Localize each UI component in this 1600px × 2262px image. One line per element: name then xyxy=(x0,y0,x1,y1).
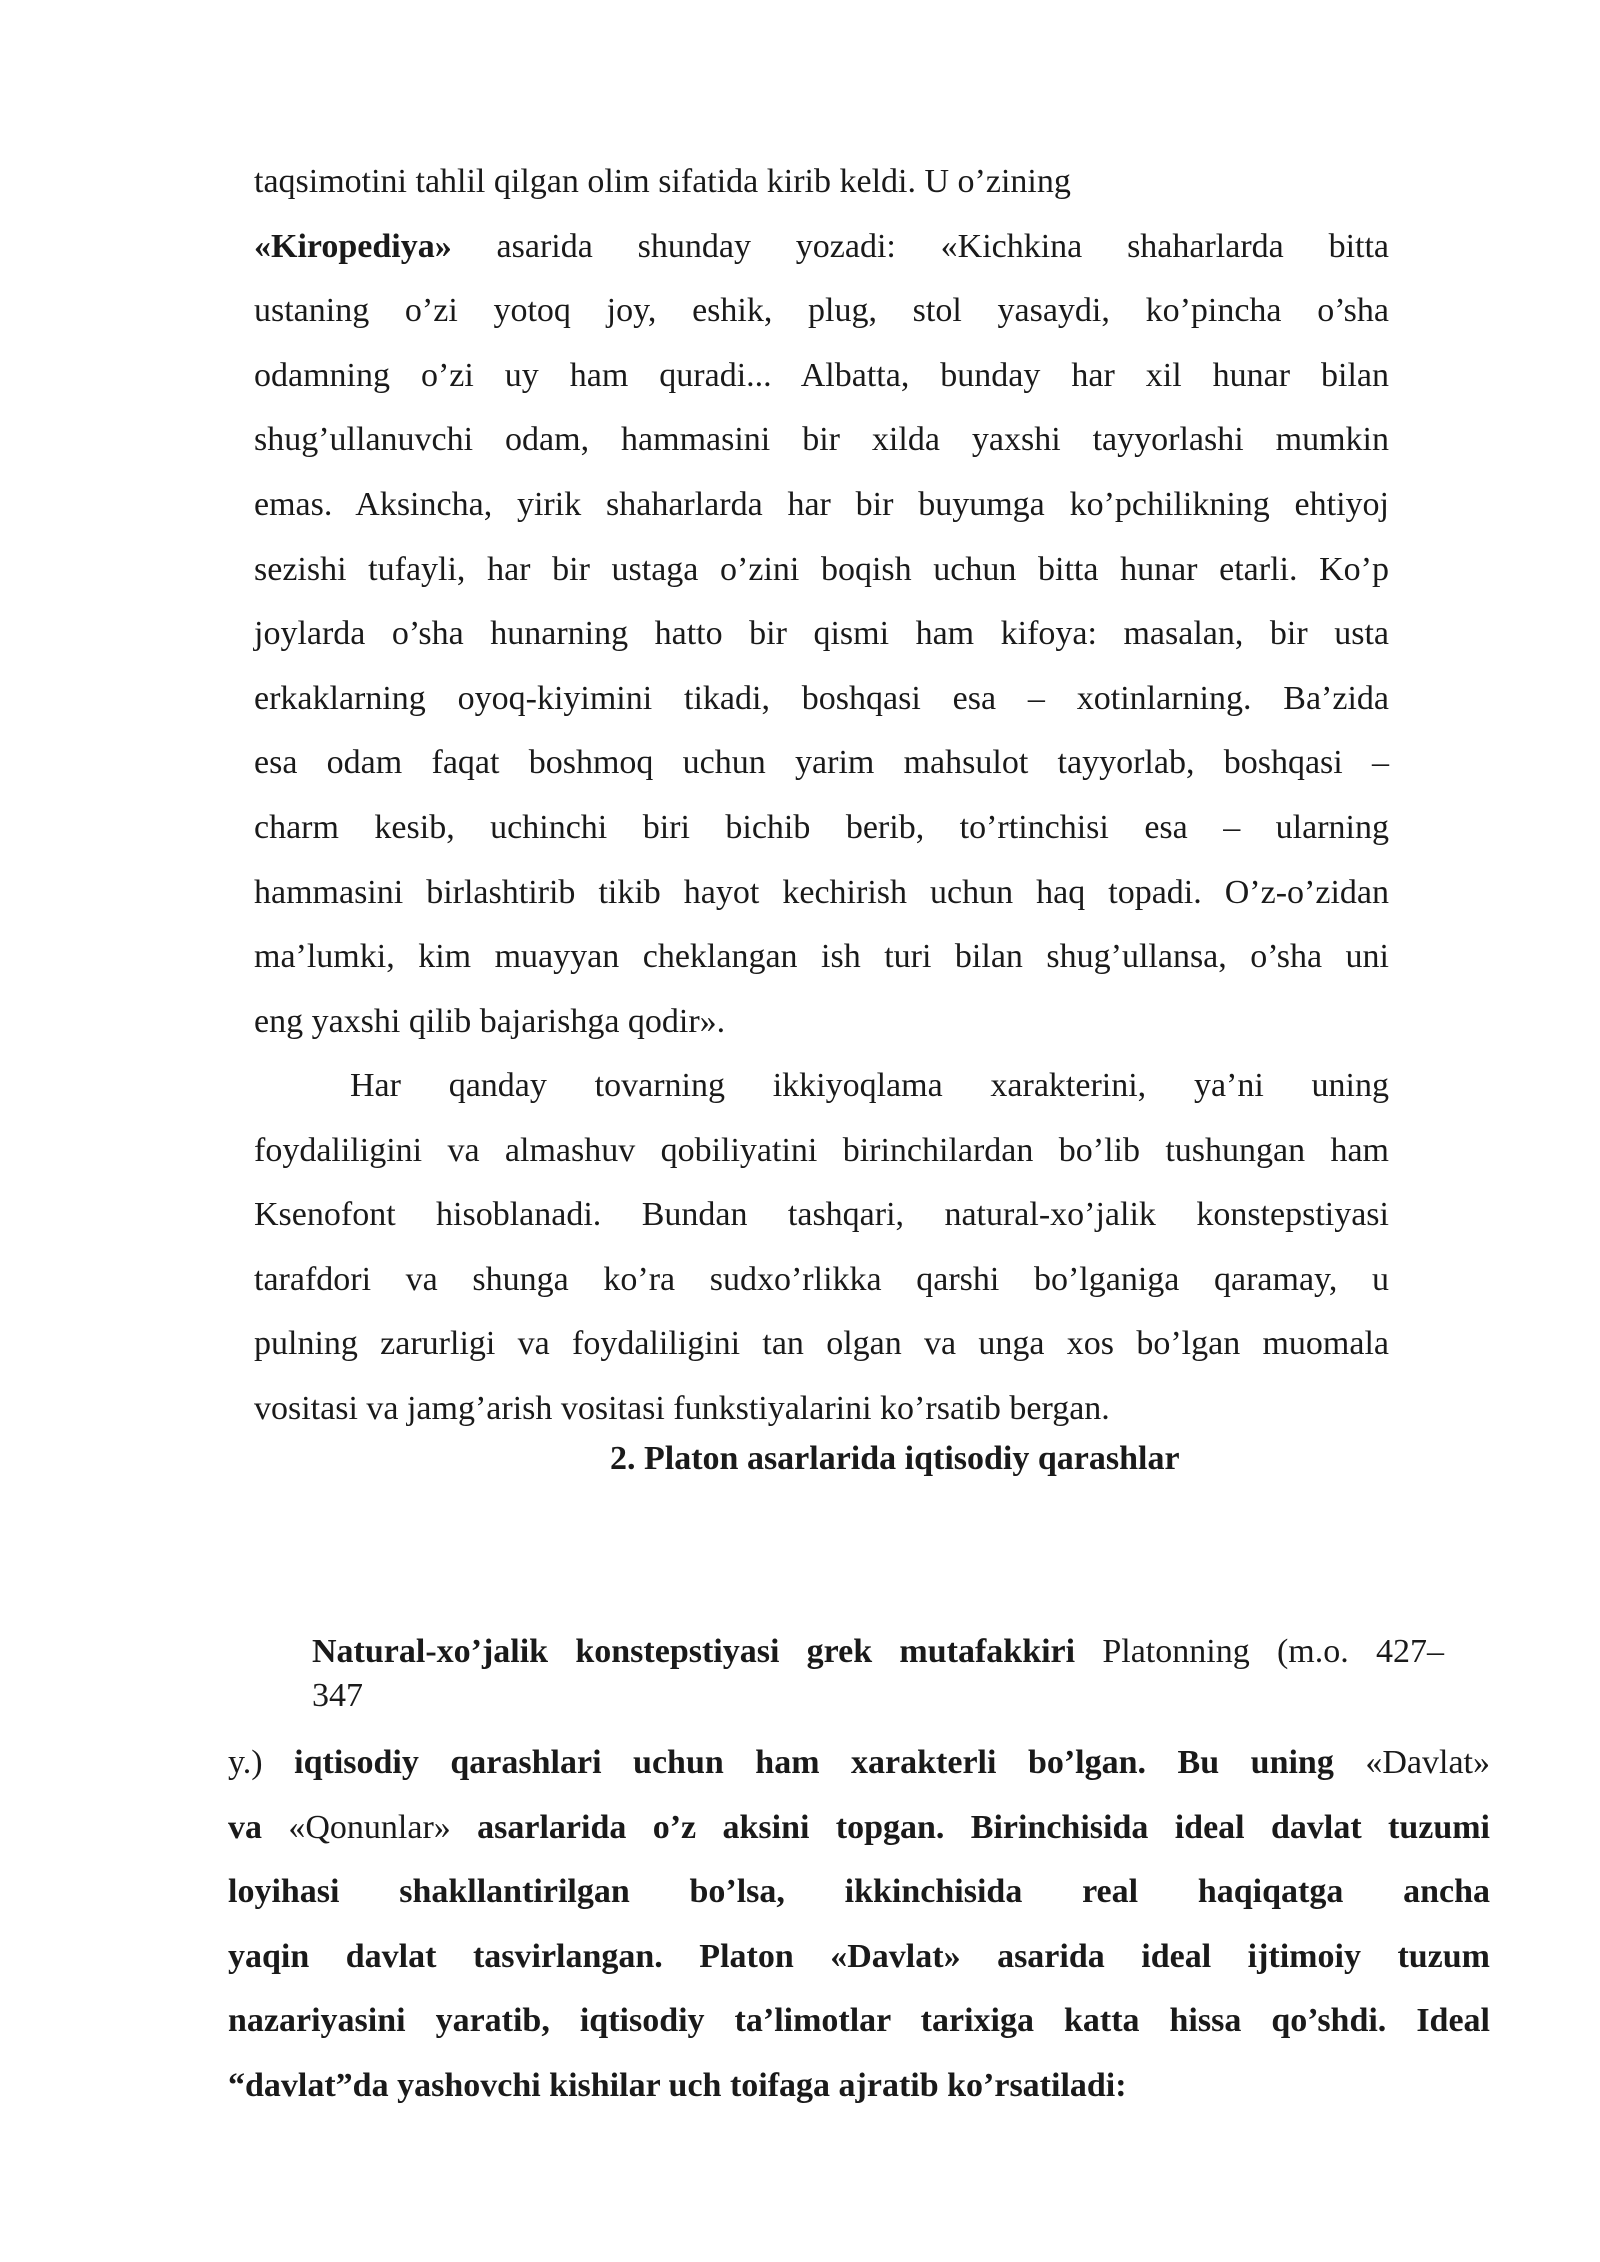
paragraph-platon xyxy=(228,1731,1490,2119)
text-line: nazariyasini yaratib, iqtisodiy ta’limotlar tarixiga katta hissa qo’shdi. Ideal xyxy=(228,2002,1490,2040)
paragraph-kiropediya xyxy=(254,150,1389,1054)
text-line: taqsimotini tahlil qilgan olim sifatida kirib keldi. U o’zining xyxy=(254,163,1071,200)
text-line: “davlat”da yashovchi kishilar uch toifaga ajratib ko’rsatiladi: xyxy=(228,2066,1127,2104)
text-line: Natural-xo’jalik konstepstiyasi grek mutafakkiri Platonning (m.o. 427– xyxy=(312,1633,1444,1670)
text-line: tarafdori va shunga ko’ra sudxo’rlikka qarshi bo’lganiga qaramay, u xyxy=(254,1260,1389,1298)
text-line: Ksenofont hisoblanadi. Bundan tashqari, natural-xo’jalik konstepstiyasi xyxy=(254,1196,1389,1234)
text-line: ustaning o’zi yotoq joy, eshik, plug, stol yasaydi, ko’pincha o’sha xyxy=(254,292,1389,330)
text-line: foydaliligini va almashuv qobiliyatini birinchilardan bo’lib tushungan ham xyxy=(254,1131,1389,1169)
text-line: emas. Aksincha, yirik shaharlarda har bir buyumga ko’pchilikning ehtiyoj xyxy=(254,485,1389,523)
text-line: pulning zarurligi va foydaliligini tan olgan va unga xos bo’lgan muomala xyxy=(254,1325,1389,1363)
text-line: odamning o’zi uy ham quradi... Albatta, bunday har xil hunar bilan xyxy=(254,356,1389,394)
text-line: charm kesib, uchinchi biri bichib berib, to’rtinchisi esa – ularning xyxy=(254,808,1389,846)
section-heading: 2. Platon asarlarida iqtisodiy qarashlar xyxy=(610,1440,1180,1477)
text-line: y.) iqtisodiy qarashlari uchun ham xarakterli bo’lgan. Bu uning «Davlat» xyxy=(228,1744,1491,1781)
text-line: vositasi va jamg’arish vositasi funkstiyalarini ko’rsatib bergan. xyxy=(254,1389,1110,1427)
text-line: sezishi tufayli, har bir ustaga o’zini boqish uchun bitta hunar etarli. Ko’p xyxy=(254,550,1389,588)
book-title: «Kiropediya» xyxy=(254,227,452,265)
text-line: joylarda o’sha hunarning hatto bir qismi ham kifoya: masalan, bir usta xyxy=(254,615,1389,653)
text-line: eng yaxshi qilib bajarishga qodir». xyxy=(254,1002,726,1040)
text-line: va «Qonunlar» asarlarida o’z aksini topgan. Birinchisida ideal davlat tuzumi xyxy=(228,1808,1491,1846)
paragraph-ksenofont xyxy=(254,1054,1389,1442)
text-line: erkaklarning oyoq-kiyimini tikadi, boshqasi esa – xotinlarning. Ba’zida xyxy=(254,679,1389,717)
text-line: Har qanday tovarning ikkiyoqlama xarakterini, ya’ni uning xyxy=(350,1067,1389,1104)
text-line: loyihasi shakllantirilgan bo’lsa, ikkinchisida real haqiqatga ancha xyxy=(228,1873,1490,1911)
text-line: ma’lumki, kim muayyan cheklangan ish turi bilan shug’ullansa, o’sha uni xyxy=(254,938,1389,976)
paragraph-intro xyxy=(312,1630,1444,1718)
text-line: «Kiropediya» asarida shunday yozadi: «Kichkina shaharlarda bitta xyxy=(254,227,1389,265)
text-line: shug’ullanuvchi odam, hammasini bir xilda yaxshi tayyorlashi mumkin xyxy=(254,421,1389,459)
text-line: 347 xyxy=(312,1677,363,1714)
text-line: esa odam faqat boshmoq uchun yarim mahsulot tayyorlab, boshqasi – xyxy=(254,744,1389,782)
text-line: hammasini birlashtirib tikib hayot kechirish uchun haq topadi. O’z-o’zidan xyxy=(254,873,1389,911)
text-line: yaqin davlat tasvirlangan. Platon «Davlat» asarida ideal ijtimoiy tuzum xyxy=(228,1937,1490,1975)
